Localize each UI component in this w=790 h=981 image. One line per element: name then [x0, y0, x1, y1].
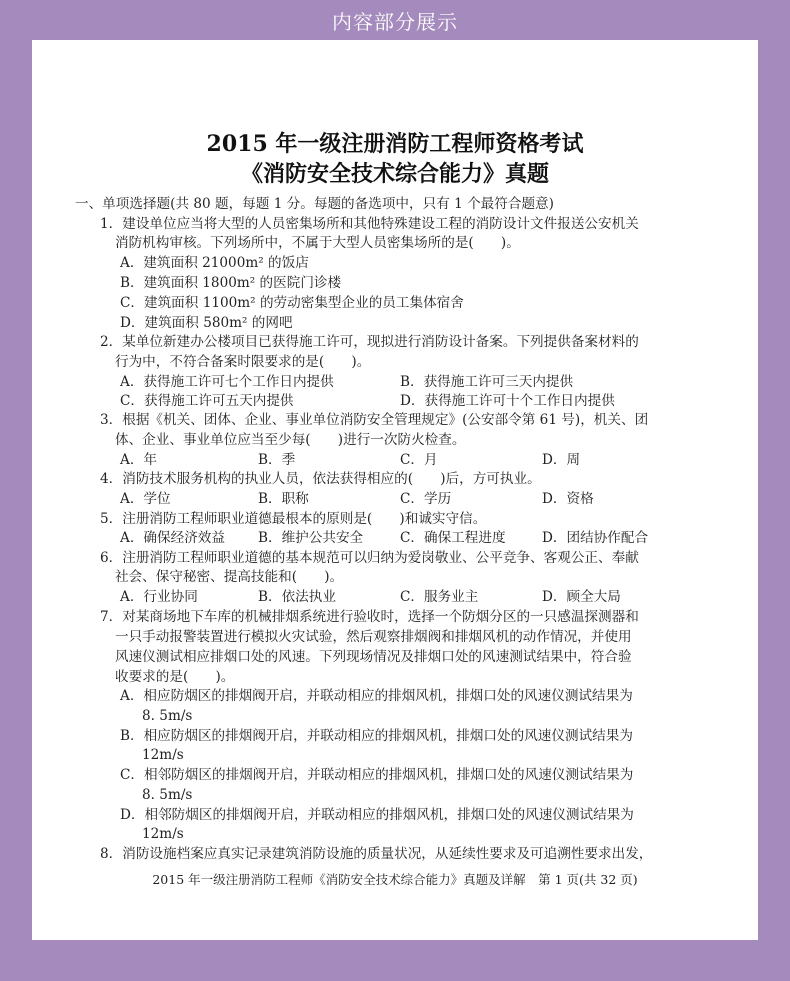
q4-stem: 4．消防技术服务机构的执业人员，依法获得相应的( )后，方可执业。 [100, 471, 541, 487]
banner: 内容部分展示 [332, 9, 458, 34]
page-footer: 2015 年一级注册消防工程师《消防安全技术综合能力》真题及详解 第 1 页(共 32 页) [152, 872, 638, 887]
q3-option-c: C．月 [400, 452, 438, 468]
q3-option-a: A．年 [120, 452, 158, 468]
q7-option-a: A．相应防烟区的排烟阀开启，并联动相应的排烟风机，排烟口处的风速仪测试结果为 [120, 688, 633, 704]
q1-option-c: C．建筑面积 1100m² 的劳动密集型企业的员工集体宿舍 [120, 295, 464, 311]
section-heading: 一、单项选择题(共 80 题，每题 1 分。每题的备选项中，只有 1 个最符合题意) [75, 196, 554, 212]
q5-option-d: D．团结协作配合 [542, 530, 649, 546]
q3-option-d: D．周 [542, 452, 581, 468]
q7-stem: 收要求的是( )。 [115, 669, 235, 685]
q3-option-b: B．季 [258, 452, 296, 468]
q7-option-a-cont: 8. 5m/s [142, 708, 193, 724]
document-title-line2: 《消防安全技术综合能力》真题 [240, 161, 549, 187]
q7-option-c-cont: 8. 5m/s [142, 787, 193, 803]
q2-option-d: D．获得施工许可十个工作日内提供 [400, 393, 615, 409]
q1-stem: 1．建设单位应当将大型的人员密集场所和其他特殊建设工程的消防设计文件报送公安机关 [100, 216, 639, 232]
q6-option-b: B．依法执业 [258, 589, 336, 605]
q1-option-b: B．建筑面积 1800m² 的医院门诊楼 [120, 275, 342, 291]
q4-option-a: A．学位 [120, 491, 171, 507]
q7-stem: 一只手动报警装置进行模拟火灾试验，然后观察排烟阀和排烟风机的动作情况，并使用 [115, 629, 632, 645]
q3-stem: 3．根据《机关、团体、企业、事业单位消防安全管理规定》(公安部令第 61 号)，机关、团 [100, 412, 649, 428]
q7-option-b: B．相应防烟区的排烟阀开启，并联动相应的排烟风机，排烟口处的风速仪测试结果为 [120, 728, 633, 744]
q6-option-a: A．行业协同 [120, 589, 198, 605]
q6-stem: 社会、保守秘密、提高技能和( )。 [115, 569, 344, 585]
q4-option-b: B．职称 [258, 491, 309, 507]
q5-option-b: B．维护公共安全 [258, 530, 364, 546]
q5-stem: 5．注册消防工程师职业道德最根本的原则是( )和诚实守信。 [100, 511, 487, 527]
q7-option-c: C．相邻防烟区的排烟阀开启，并联动相应的排烟风机，排烟口处的风速仪测试结果为 [120, 767, 634, 783]
q2-option-b: B．获得施工许可三天内提供 [400, 374, 574, 390]
q7-stem: 7．对某商场地下车库的机械排烟系统进行验收时，选择一个防烟分区的一只感温探测器和 [100, 609, 639, 625]
q6-option-c: C．服务业主 [400, 589, 479, 605]
q7-option-b-cont: 12m/s [142, 747, 184, 763]
q5-option-a: A．确保经济效益 [120, 530, 225, 546]
q1-option-d: D．建筑面积 580m² 的网吧 [120, 315, 293, 331]
q6-stem: 6．注册消防工程师职业道德的基本规范可以归纳为爱岗敬业、公平竞争、客观公正、奉献 [100, 550, 639, 566]
q4-option-d: D．资格 [542, 491, 594, 507]
q2-stem: 行为中，不符合备案时限要求的是( )。 [115, 354, 371, 370]
q7-stem: 风速仪测试相应排烟口处的风速。下列现场情况及排烟口处的风速测试结果中，符合验 [115, 649, 632, 665]
q5-option-c: C．确保工程进度 [400, 530, 506, 546]
q2-option-a: A．获得施工许可七个工作日内提供 [120, 374, 334, 390]
document-page [32, 40, 758, 940]
q4-option-c: C．学历 [400, 491, 452, 507]
q8-stem: 8．消防设施档案应真实记录建筑消防设施的质量状况，从延续性要求及可追溯性要求出发， [100, 846, 653, 862]
q2-option-c: C．获得施工许可五天内提供 [120, 393, 294, 409]
q3-stem: 体、企业、事业单位应当至少每( )进行一次防火检查。 [115, 432, 466, 448]
q1-stem: 消防机构审核。下列场所中，不属于大型人员密集场所的是( )。 [115, 235, 520, 251]
q1-option-a: A．建筑面积 21000m² 的饭店 [120, 255, 309, 271]
document-title-line1: 2015 年一级注册消防工程师资格考试 [206, 131, 584, 157]
q6-option-d: D．顾全大局 [542, 589, 621, 605]
q7-option-d: D．相邻防烟区的排烟阀开启，并联动相应的排烟风机，排烟口处的风速仪测试结果为 [120, 807, 634, 823]
q7-option-d-cont: 12m/s [142, 826, 184, 842]
q2-stem: 2．某单位新建办公楼项目已获得施工许可，现拟进行消防设计备案。下列提供备案材料的 [100, 334, 639, 350]
